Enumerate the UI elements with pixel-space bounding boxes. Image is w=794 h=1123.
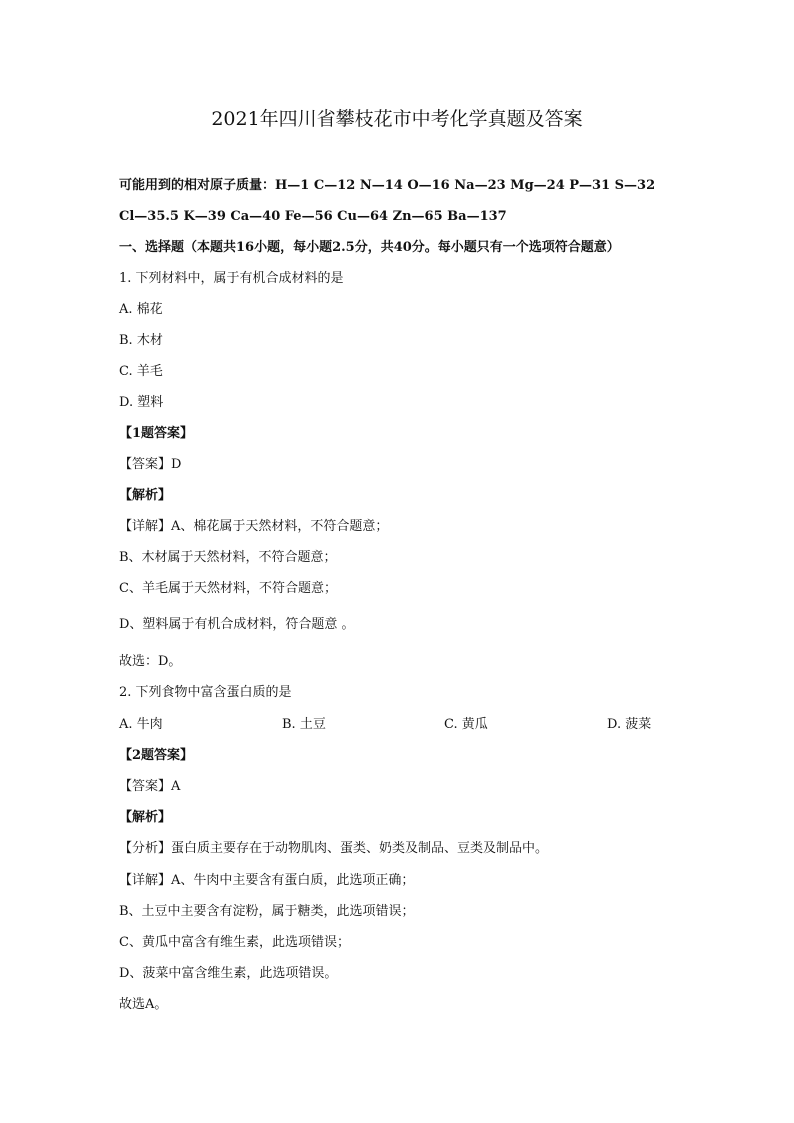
question-2-option-a: A. 牛肉 <box>119 717 163 732</box>
question-2-conclusion: 故选A。 <box>119 997 168 1012</box>
question-2-explanation-line: C、黄瓜中富含有维生素，此选项错误； <box>119 935 350 950</box>
question-1-answer-header: 【1题答案】 <box>119 426 194 441</box>
question-2-option-d: D. 菠菜 <box>607 717 652 732</box>
question-1-option-b: B. 木材 <box>119 333 163 348</box>
question-2-explanation-line: D、菠菜中富含维生素，此选项错误。 <box>119 966 338 981</box>
question-1-explanation-line: D、塑料属于有机合成材料，符合题意 。 <box>119 617 355 632</box>
question-2-explanation-line: B、土豆中主要含有淀粉，属于糖类，此选项错误； <box>119 904 415 919</box>
question-1-explanation-line: 【详解】A、棉花属于天然材料，不符合题意； <box>119 519 389 534</box>
question-2-option-c: C. 黄瓜 <box>444 717 488 732</box>
atomic-masses-line-2: Cl—35.5 K—39 Ca—40 Fe—56 Cu—64 Zn—65 Ba—137 <box>119 209 507 224</box>
question-1-analysis-label: 【解析】 <box>119 488 172 503</box>
question-2-answer-header: 【2题答案】 <box>119 748 194 763</box>
question-1-conclusion: 故选：D。 <box>119 654 182 669</box>
question-1-explanation-line: B、木材属于天然材料，不符合题意； <box>119 550 337 565</box>
question-1-stem: 1. 下列材料中，属于有机合成材料的是 <box>119 271 344 286</box>
atomic-masses-line-1: 可能用到的相对原子质量：H—1 C—12 N—14 O—16 Na—23 Mg—24 P—31 S—32 <box>119 178 656 193</box>
question-1-option-a: A. 棉花 <box>119 302 163 317</box>
question-2-analysis: 【分析】蛋白质主要存在于动物肌肉、蛋类、奶类及制品、豆类及制品中。 <box>119 841 549 856</box>
section-heading: 一、选择题（本题共16小题，每小题2.5分，共40分。每小题只有一个选项符合题意） <box>119 240 620 255</box>
question-2-answer: 【答案】A <box>119 779 181 794</box>
question-1-option-c: C. 羊毛 <box>119 364 163 379</box>
question-2-explanation-line: 【详解】A、牛肉中主要含有蛋白质，此选项正确； <box>119 873 415 888</box>
question-2-analysis-label: 【解析】 <box>119 810 172 825</box>
question-1-answer: 【答案】D <box>119 457 182 472</box>
question-1-option-d: D. 塑料 <box>119 395 164 410</box>
question-2-stem: 2. 下列食物中富含蛋白质的是 <box>119 685 292 700</box>
page-title: 2021年四川省攀枝花市中考化学真题及答案 <box>211 108 583 130</box>
question-2-option-b: B. 土豆 <box>282 717 326 732</box>
question-1-explanation-line: C、羊毛属于天然材料，不符合题意； <box>119 581 337 596</box>
